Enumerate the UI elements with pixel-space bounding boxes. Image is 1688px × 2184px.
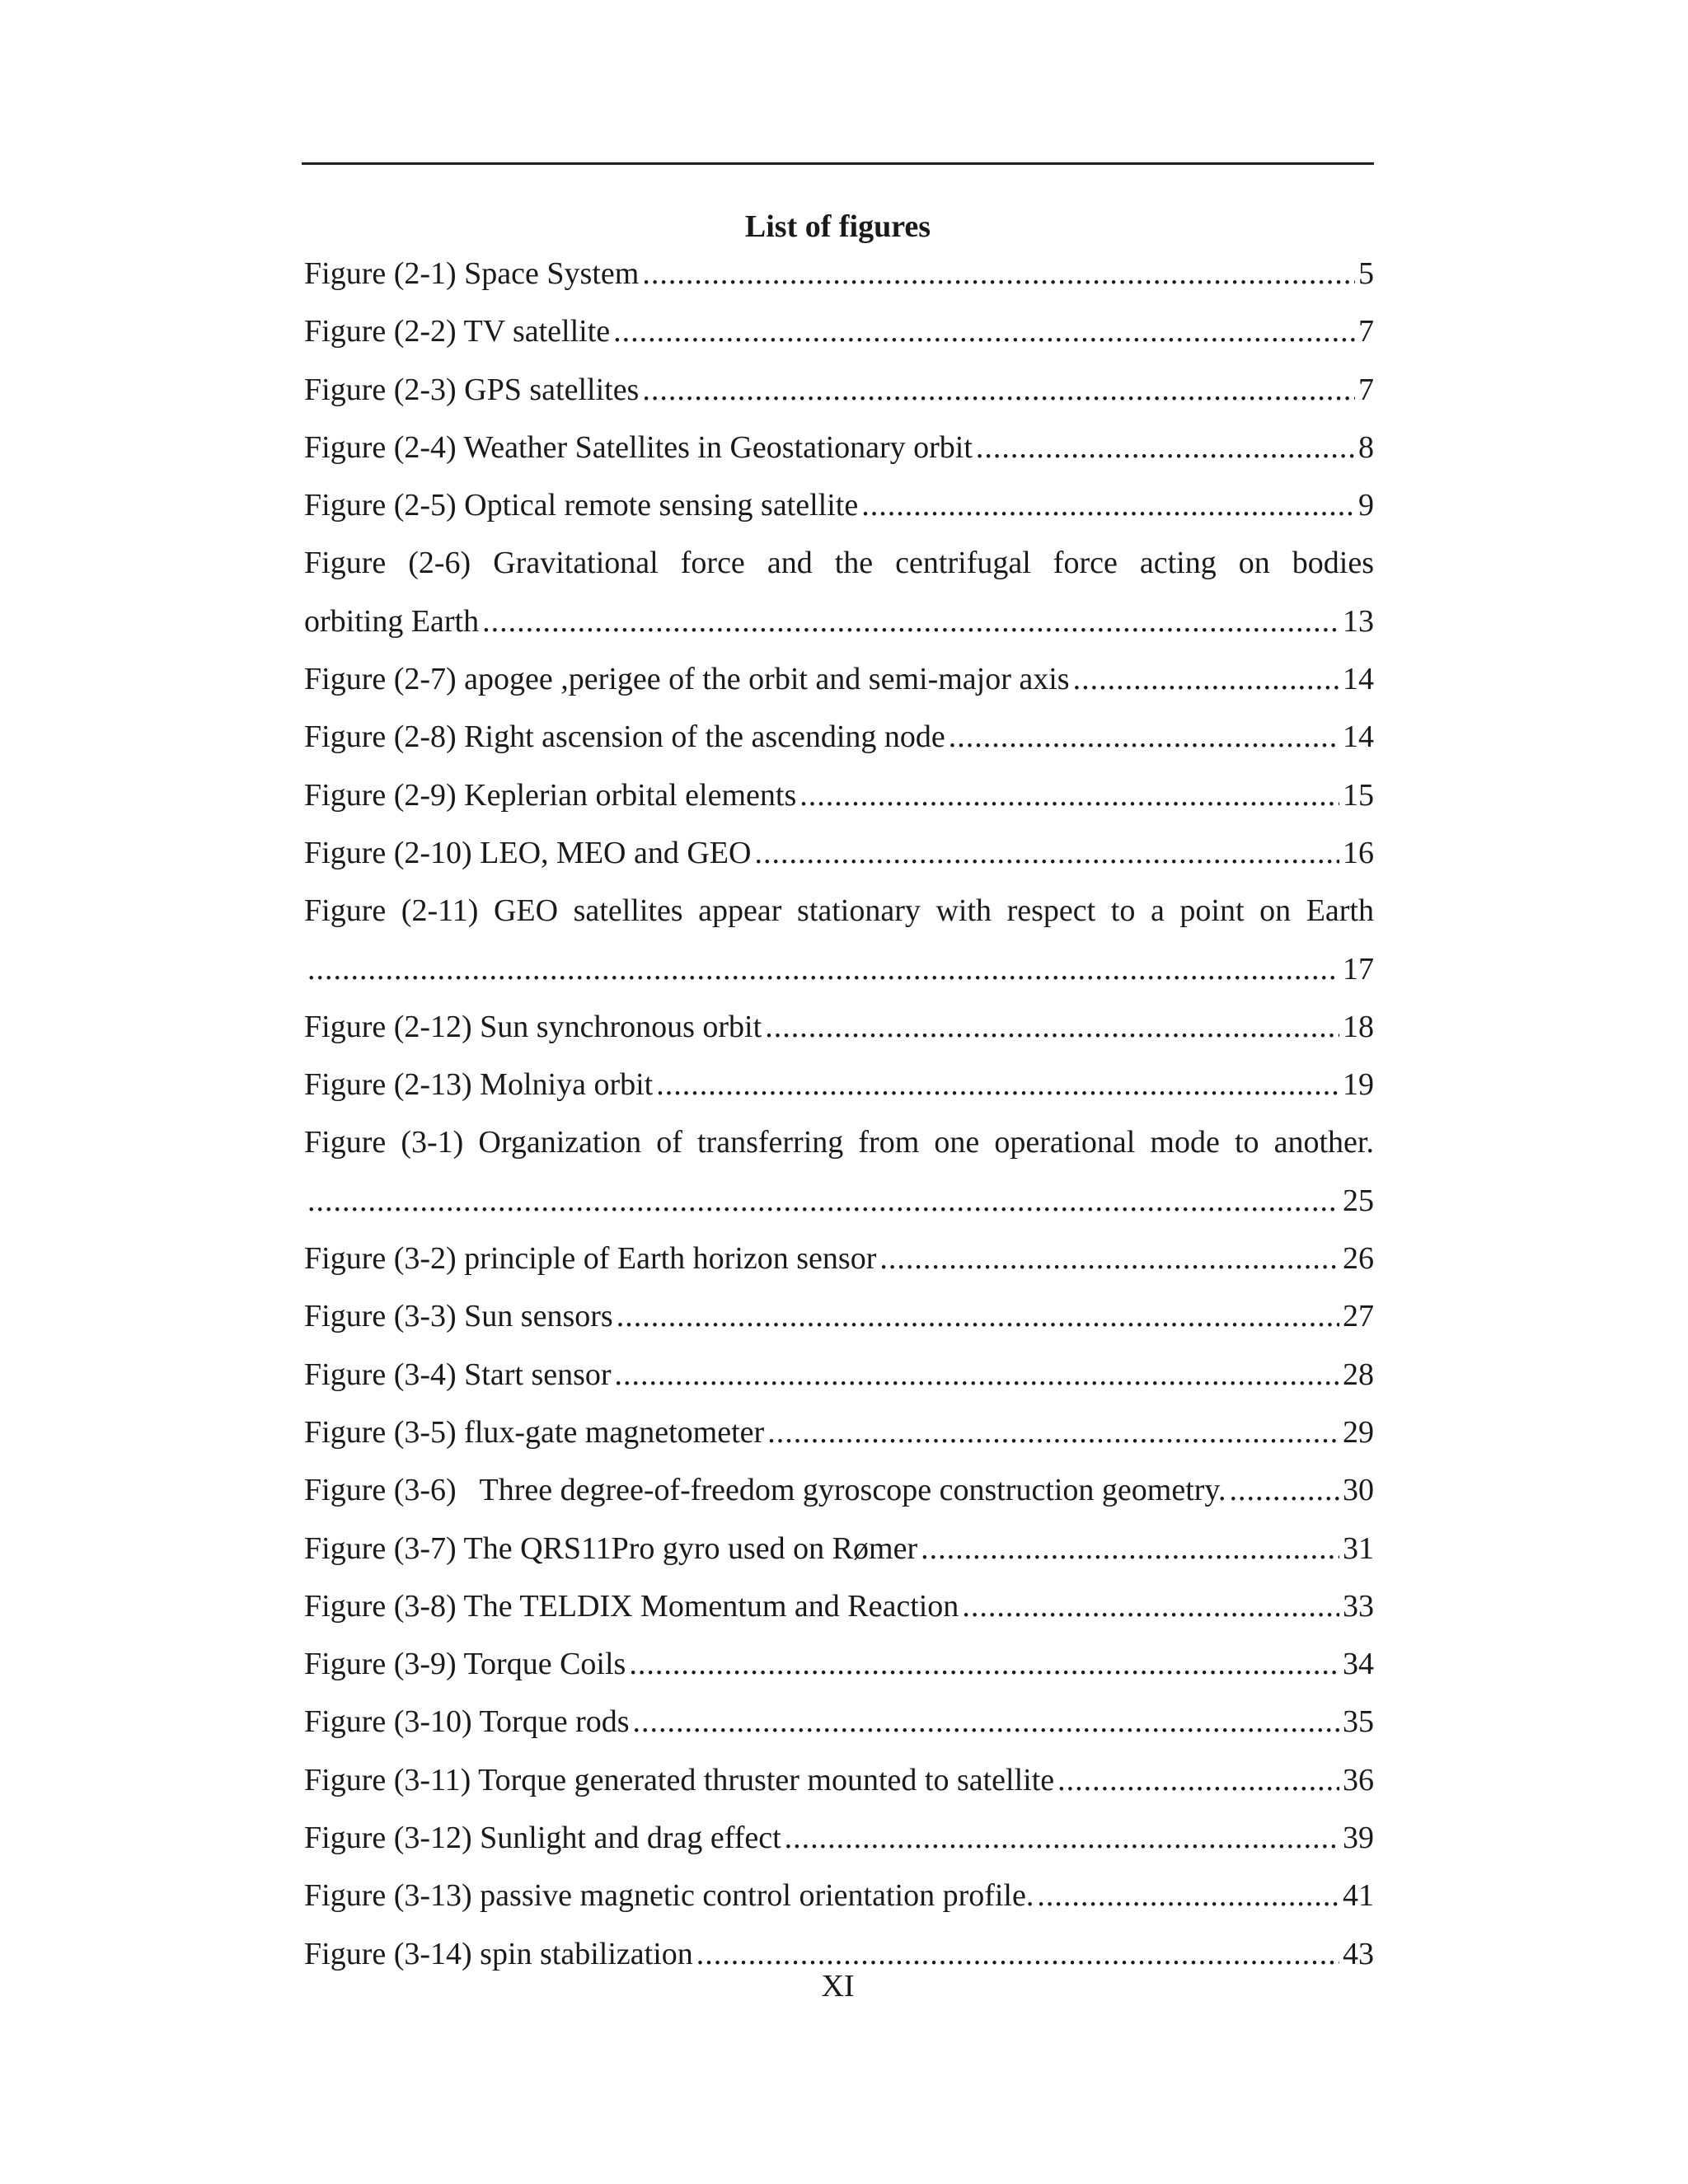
header-rule bbox=[302, 162, 1374, 165]
toc-entry[interactable] bbox=[304, 1520, 1374, 1577]
toc-entry[interactable] bbox=[304, 1056, 1374, 1113]
entry-text-continued: orbiting Earth bbox=[304, 603, 480, 639]
toc-entry[interactable] bbox=[304, 1867, 1374, 1924]
entry-text: Figure (3-9) Torque Coils bbox=[304, 1647, 626, 1682]
toc-entry[interactable] bbox=[304, 708, 1374, 766]
page-title: List of figures bbox=[744, 209, 931, 244]
entry-text: Figure (2-8) Right ascension of the ascending node bbox=[304, 719, 945, 755]
entry-text: Figure (2-6) Gravitational force and the centrifugal force acting on bodies bbox=[304, 546, 1374, 581]
entry-text: Figure (2-13) Molniya orbit bbox=[304, 1067, 654, 1103]
entry-text: Figure (2-7) apogee ,perigee of the orbit and semi-major axis bbox=[304, 662, 1070, 697]
entry-text: Figure (3-8) The TELDIX Momentum and Reaction bbox=[304, 1588, 959, 1624]
entry-text: Figure (2-10) LEO, MEO and GEO bbox=[304, 835, 752, 870]
toc-entry[interactable] bbox=[304, 1287, 1374, 1345]
entry-page: 8 bbox=[1358, 429, 1374, 465]
entry-page: 14 bbox=[1343, 719, 1374, 755]
entry-page: 7 bbox=[1358, 314, 1374, 349]
dot-leader bbox=[767, 1404, 1339, 1461]
entry-page: 31 bbox=[1343, 1530, 1374, 1566]
entry-text: Figure (3-5) flux-gate magnetometer bbox=[304, 1414, 765, 1450]
entry-text: Figure (3-6) Three degree-of-freedom gyroscope construction geometry. bbox=[304, 1473, 1226, 1508]
dot-leader bbox=[615, 1346, 1339, 1404]
entry-text: Figure (2-1) Space System bbox=[304, 256, 640, 291]
dot-leader bbox=[642, 245, 1355, 302]
dot-leader bbox=[482, 593, 1339, 650]
entry-page: 18 bbox=[1343, 1009, 1374, 1044]
entry-page: 5 bbox=[1358, 256, 1374, 291]
toc-entry[interactable] bbox=[304, 1404, 1374, 1461]
entry-text: Figure (3-11) Torque generated thruster mounted to satellite bbox=[304, 1762, 1055, 1797]
dot-leader bbox=[629, 1635, 1339, 1693]
toc-entry[interactable] bbox=[304, 998, 1374, 1056]
dot-leader bbox=[962, 1577, 1339, 1635]
entry-page: 39 bbox=[1343, 1821, 1374, 1856]
entry-continuation bbox=[304, 1172, 1374, 1230]
entry-page: 17 bbox=[1343, 951, 1374, 987]
page-number-footer: XI bbox=[821, 1969, 855, 2004]
dot-leader bbox=[307, 940, 1339, 998]
toc-entry[interactable] bbox=[304, 534, 1374, 650]
toc-entry[interactable] bbox=[304, 1113, 1374, 1230]
dot-leader bbox=[633, 1693, 1339, 1750]
toc-entry[interactable] bbox=[304, 245, 1374, 302]
entry-text: Figure (2-12) Sun synchronous orbit bbox=[304, 1009, 762, 1044]
entry-text: Figure (3-2) principle of Earth horizon sensor bbox=[304, 1241, 877, 1277]
entry-text: Figure (3-12) Sunlight and drag effect bbox=[304, 1821, 781, 1856]
entry-page: 26 bbox=[1343, 1241, 1374, 1277]
entry-page: 34 bbox=[1343, 1647, 1374, 1682]
toc-entry[interactable] bbox=[304, 1693, 1374, 1750]
entry-page: 36 bbox=[1343, 1762, 1374, 1797]
entry-text: Figure (2-5) Optical remote sensing satellite bbox=[304, 488, 859, 523]
entry-text: Figure (2-3) GPS satellites bbox=[304, 372, 640, 407]
entry-page: 14 bbox=[1343, 662, 1374, 697]
entry-text: Figure (3-4) Start sensor bbox=[304, 1357, 612, 1392]
entry-page: 15 bbox=[1343, 777, 1374, 813]
entry-page: 25 bbox=[1343, 1183, 1374, 1218]
entry-page: 29 bbox=[1343, 1414, 1374, 1450]
entry-text: Figure (3-1) Organization of transferring from one operational mode to another. bbox=[304, 1125, 1374, 1160]
dot-leader bbox=[1229, 1461, 1339, 1519]
entry-page: 35 bbox=[1343, 1704, 1374, 1740]
entry-page: 13 bbox=[1343, 603, 1374, 639]
entry-page: 28 bbox=[1343, 1357, 1374, 1392]
dot-leader bbox=[754, 824, 1339, 882]
entry-text: Figure (2-11) GEO satellites appear stationary with respect to a point on Earth bbox=[304, 893, 1374, 929]
dot-leader bbox=[1037, 1867, 1339, 1924]
dot-leader bbox=[1057, 1751, 1339, 1809]
entry-page: 27 bbox=[1343, 1299, 1374, 1334]
dot-leader bbox=[976, 419, 1355, 476]
figure-list bbox=[304, 245, 1374, 1983]
toc-entry[interactable] bbox=[304, 1635, 1374, 1693]
toc-entry[interactable] bbox=[304, 419, 1374, 476]
entry-text: Figure (2-2) TV satellite bbox=[304, 314, 611, 349]
toc-entry[interactable] bbox=[304, 650, 1374, 708]
toc-entry[interactable] bbox=[304, 361, 1374, 419]
toc-entry[interactable] bbox=[304, 476, 1374, 534]
entry-page: 9 bbox=[1358, 488, 1374, 523]
entry-page: 43 bbox=[1343, 1936, 1374, 1971]
entry-page: 30 bbox=[1343, 1473, 1374, 1508]
toc-entry[interactable] bbox=[304, 766, 1374, 824]
toc-entry[interactable] bbox=[304, 1577, 1374, 1635]
toc-entry[interactable] bbox=[304, 1751, 1374, 1809]
entry-page: 16 bbox=[1343, 835, 1374, 870]
entry-page: 7 bbox=[1358, 372, 1374, 407]
entry-text: Figure (3-3) Sun sensors bbox=[304, 1299, 613, 1334]
entry-page: 41 bbox=[1343, 1878, 1374, 1914]
entry-text: Figure (3-13) passive magnetic control orientation profile. bbox=[304, 1878, 1034, 1914]
dot-leader bbox=[613, 302, 1355, 360]
dot-leader bbox=[307, 1172, 1339, 1230]
dot-leader bbox=[949, 708, 1339, 766]
toc-entry[interactable] bbox=[304, 824, 1374, 882]
entry-page: 19 bbox=[1343, 1067, 1374, 1103]
toc-entry[interactable] bbox=[304, 1809, 1374, 1867]
toc-entry[interactable] bbox=[304, 302, 1374, 360]
dot-leader bbox=[642, 361, 1355, 419]
dot-leader bbox=[879, 1230, 1339, 1287]
entry-continuation bbox=[304, 593, 1374, 650]
toc-entry[interactable] bbox=[304, 1230, 1374, 1287]
toc-entry[interactable] bbox=[304, 882, 1374, 998]
entry-text: Figure (2-4) Weather Satellites in Geostationary orbit bbox=[304, 429, 973, 465]
dot-leader bbox=[656, 1056, 1339, 1113]
dot-leader bbox=[861, 476, 1355, 534]
entry-text: Figure (2-9) Keplerian orbital elements bbox=[304, 777, 797, 813]
entry-page: 33 bbox=[1343, 1588, 1374, 1624]
toc-entry[interactable] bbox=[304, 1461, 1374, 1519]
dot-leader bbox=[765, 998, 1339, 1056]
dot-leader bbox=[617, 1287, 1339, 1345]
entry-text: Figure (3-10) Torque rods bbox=[304, 1704, 630, 1740]
entry-continuation bbox=[304, 940, 1374, 998]
dot-leader bbox=[921, 1520, 1339, 1577]
dot-leader bbox=[1073, 650, 1339, 708]
toc-entry[interactable] bbox=[304, 1346, 1374, 1404]
dot-leader bbox=[785, 1809, 1339, 1867]
dot-leader bbox=[799, 766, 1339, 824]
entry-text: Figure (3-14) spin stabilization bbox=[304, 1936, 693, 1971]
entry-text: Figure (3-7) The QRS11Pro gyro used on Rømer bbox=[304, 1530, 918, 1566]
